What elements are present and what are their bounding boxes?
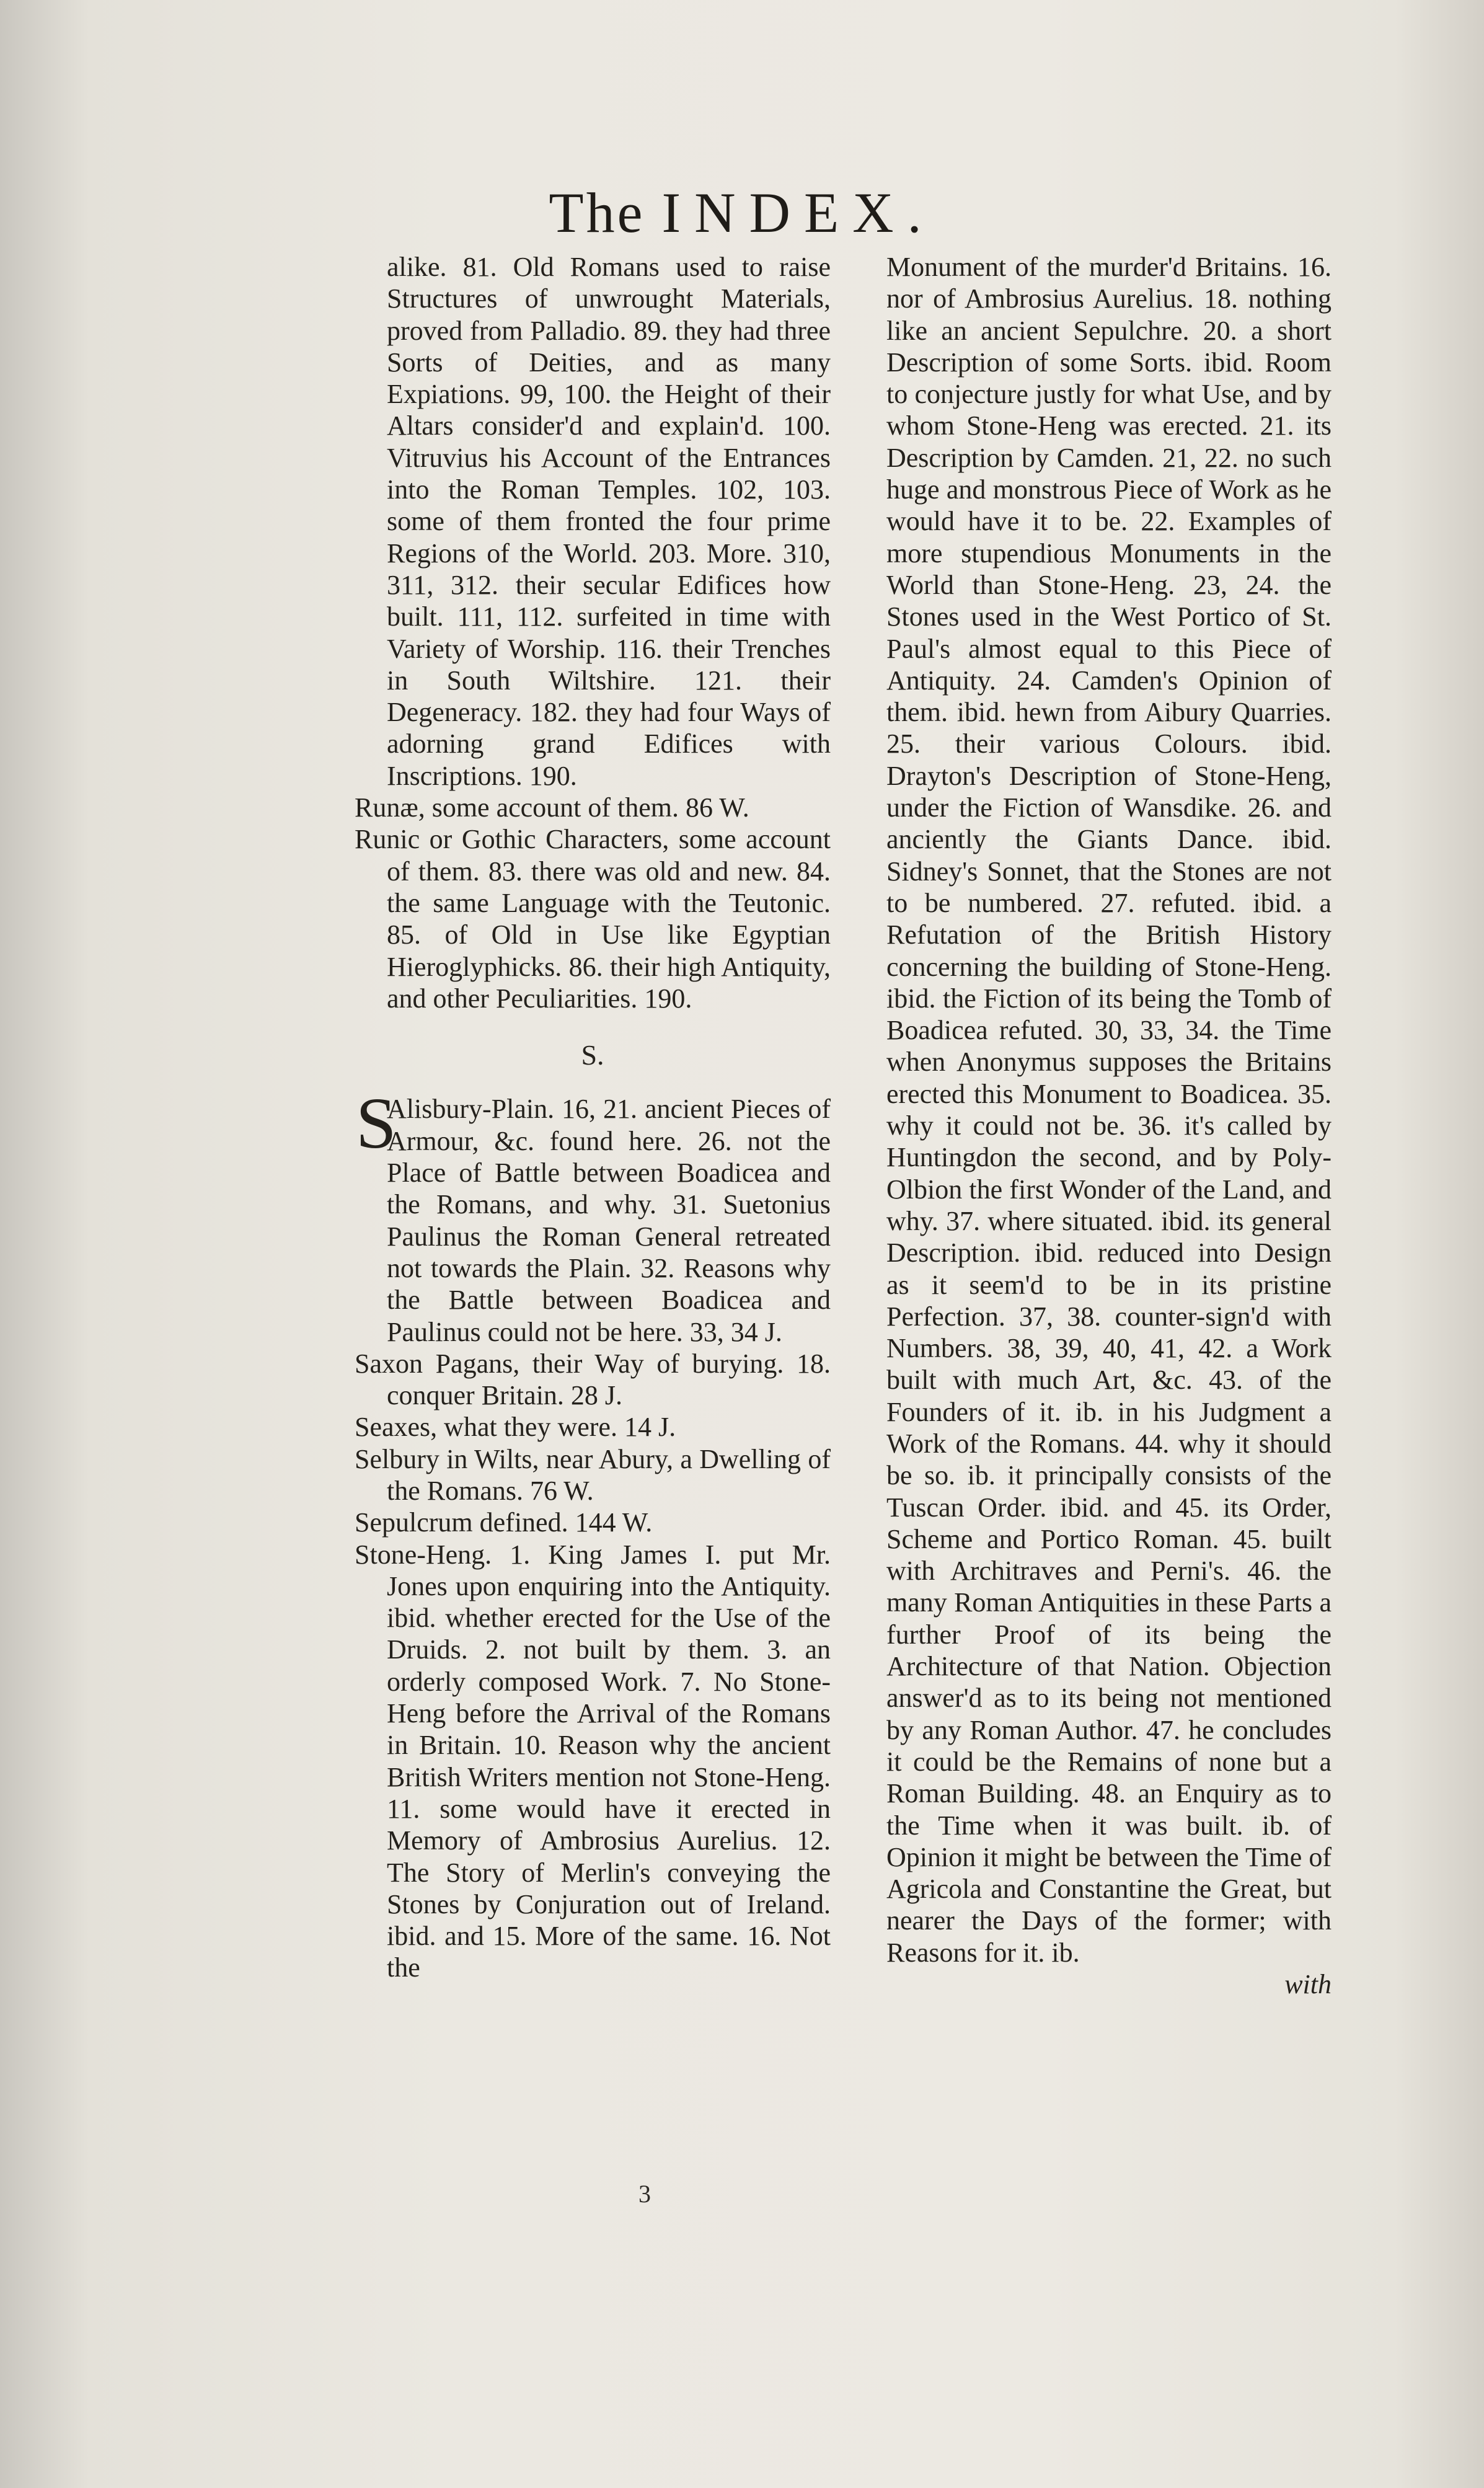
title-the: The [549,181,645,244]
continued-entry: alike. 81. Old Romans used to raise Structures of unwrought Materials, proved from Palladio. 89. they had three Sorts of Deities, and as many Expiations. 99, 100. the Height of their Altars consider'd and explain'd. 100. Vitruvius his Account of the Entrances into the Roman Temples. 102, 103. some of them fronted the four prime Regions of the World. 203. More. 310, 311, 312. their secular Edifices how built. 111, 112. surfeited in time with Variety of Worship. 116. their Trenches in South Wiltshire. 121. their Degeneracy. 182. they had four Ways of adorning grand Edifices with Inscriptions. 190. [387,252,831,791]
index-entry-stone-heng: Stone-Heng. 1. King James I. put Mr. Jones upon enquiring into the Antiquity. ibid. whether erected for the Use of the Druids. 2. not built by them. 3. an orderly composed Work. 7. No Stone-Heng before the Arrival of the Romans in Britain. 10. Reason why the ancient British Writers mention not Stone-Heng. 11. some would have it erected in Memory of Ambrosius Aurelius. 12. The Story of Merlin's conveying the Stones by Conjuration out of Ireland. ibid. and 15. More of the same. 16. Not the [355,1539,831,1983]
index-entry-runae: Runæ, some account of them. 86 W. [355,792,749,823]
right-column [886,251,1332,2000]
index-entry-sepulcrum: Sepulcrum defined. 144 W. [355,1507,653,1538]
index-entry-runic: Runic or Gothic Characters, some account of them. 83. there was old and new. 84. the same Language with the Teutonic. 85. of Old in Use like Egyptian Hieroglyphicks. 86. their high Antiquity, and other Peculiarities. 190. [355,824,831,1014]
continued-entry-stone-heng: Monument of the murder'd Britains. 16. nor of Ambrosius Aurelius. 18. nothing like an ancient Sepulchre. 20. a short Description of some Sorts. ibid. Room to conjecture justly for what Use, and by whom Stone-Heng was erected. 21. its Description by Camden. 21, 22. no such huge and monstrous Piece of Work as he would have it to be. 22. Examples of more stupendious Monuments in the World than Stone-Heng. 23, 24. the Stones used in the West Portico of St. Paul's almost equal to this Piece of Antiquity. 24. Camden's Opinion of them. ibid. hewn from Aibury Quarries. 25. their various Colours. ibid. Drayton's Description of Stone-Heng, under the Fiction of Wansdike. 26. and anciently the Giants Dance. ibid. Sidney's Sonnet, that the Stones are not to be numbered. 27. refuted. ibid. a Refutation of the British History concerning the building of Stone-Heng. ibid. the Fiction of its being the Tomb of Boadicea refuted. 30, 33, 34. the Time when Anonymus supposes the Britains erected this Monument to Boadicea. 35. why it could not be. 36. it's called by Huntingdon the second, and by Poly-Olbion the first Wonder of the Land, and why. 37. where situated. ibid. its general Description. ibid. reduced into Design as it seem'd to be in its pristine Perfection. 37, 38. counter-sign'd with Numbers. 38, 39, 40, 41, 42. a Work built with much Art, &c. 43. of the Founders of it. ib. in his Judgment a Work of the Romans. 44. why it should be so. ib. it principally consists of the Tuscan Order. ibid. and 45. its Order, Scheme and Portico Roman. 45. built with Architraves and Perni's. 46. the many Roman Antiquities in these Parts a further Proof of its being the Architecture of that Nation. Objection answer'd as to its being not mentioned by any Roman Author. 47. he concludes it could be the Remains of none but a Roman Building. 48. an Enquiry as to the Time when it was built. ib. of Opinion it might be between the Time of Agricola and Constantine the Great, but nearer the Days of the former; with Reasons for it. ib. [886,252,1332,1968]
index-entry-salisbury [355,1082,831,1347]
index-entry-seaxes: Seaxes, what they were. 14 J. [355,1412,676,1443]
section-heading-s: S. [581,1039,604,1071]
drop-cap: S [356,1082,397,1164]
catchword: with [1284,1969,1332,2000]
page-title [0,180,1484,246]
left-column [355,251,831,1984]
title-index: INDEX. [661,181,935,244]
index-entry-salisbury-text: Alisbury-Plain. 16, 21. ancient Pieces of Armour, &c. found here. 26. not the Place of Battle between Boadicea and the Romans, and why. 31. Suetonius Paulinus the Roman General retreated not towards the Plain. 32. Reasons why the Battle between Boadicea and Paulinus could not be here. 33, 34 J. [387,1094,831,1347]
index-entry-saxon-pagans: Saxon Pagans, their Way of burying. 18. conquer Britain. 28 J. [355,1348,831,1411]
index-entry-selbury: Selbury in Wilts, near Abury, a Dwelling of the Romans. 76 W. [355,1443,831,1506]
signature-mark: 3 [638,2180,651,2208]
